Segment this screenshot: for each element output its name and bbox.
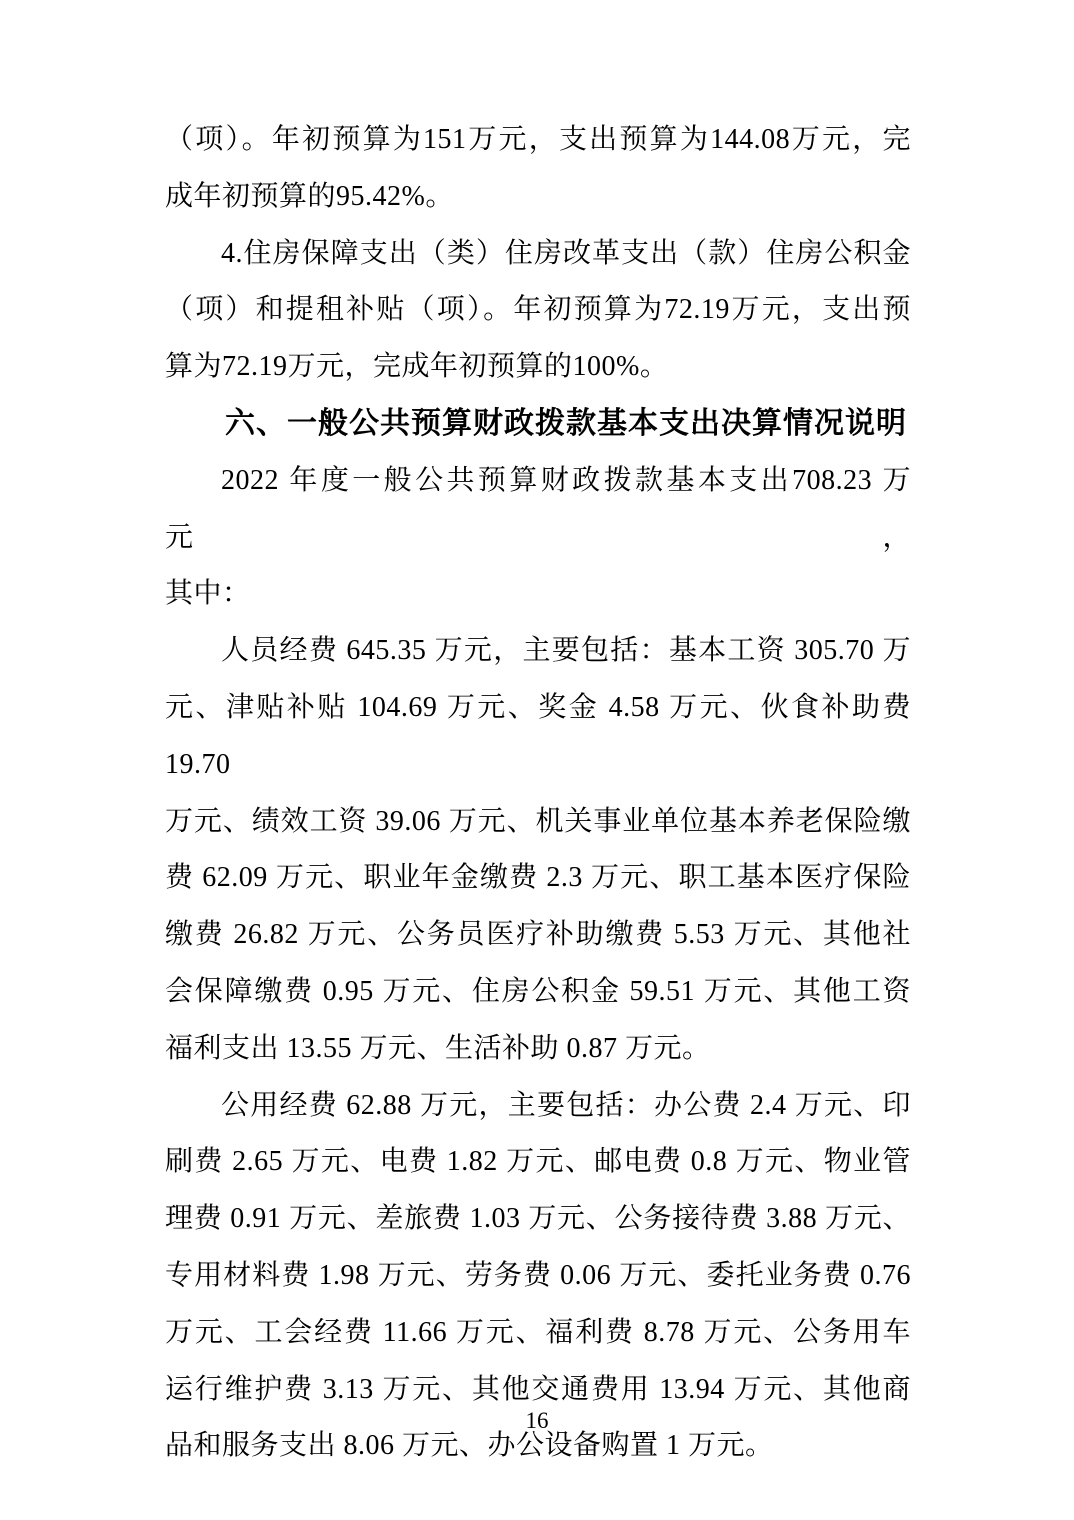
text-line: 万元、工会经费 11.66 万元、福利费 8.78 万元、公务用车 bbox=[165, 1316, 911, 1348]
text-line: （项）。年初预算为151万元，支出预算为144.08万元，完 bbox=[165, 124, 911, 155]
text-line: 运行维护费 3.13 万元、其他交通费用 13.94 万元、其他商 bbox=[165, 1373, 911, 1405]
text-line: 品和服务支出 8.06 万元、办公设备购置 1 万元。 bbox=[165, 1430, 774, 1462]
page-number: 16 bbox=[525, 1408, 549, 1433]
text-line: 缴费 26.82 万元、公务员医疗补助缴费 5.53 万元、其他社 bbox=[165, 919, 911, 951]
text-line: 刷费 2.65 万元、电费 1.82 万元、邮电费 0.8 万元、物业管 bbox=[165, 1146, 911, 1178]
text-line: （项）和提租补贴（项）。年初预算为72.19万元，支出预 bbox=[165, 294, 911, 326]
text-line: 会保障缴费 0.95 万元、住房公积金 59.51 万元、其他工资 bbox=[165, 975, 911, 1007]
text-line: 算为72.19万元，完成年初预算的100%。 bbox=[165, 351, 669, 383]
document-body bbox=[165, 112, 911, 1475]
text-line: 人员经费 645.35 万元，主要包括：基本工资 305.70 万 bbox=[221, 635, 911, 667]
text-line: 福利支出 13.55 万元、生活补助 0.87 万元。 bbox=[165, 1032, 711, 1064]
text-line: 专用材料费 1.98 万元、劳务费 0.06 万元、委托业务费 0.76 bbox=[165, 1259, 911, 1291]
section-heading: 六、一般公共预算财政拨款基本支出决算情况说明 bbox=[225, 406, 907, 440]
text-line: 公用经费 62.88 万元，主要包括：办公费 2.4 万元、印 bbox=[221, 1089, 911, 1121]
text-line: 费 62.09 万元、职业年金缴费 2.3 万元、职工基本医疗保险 bbox=[165, 862, 911, 894]
text-line: 其中： bbox=[165, 578, 251, 610]
text-line: 万元、绩效工资 39.06 万元、机关事业单位基本养老保险缴 bbox=[165, 805, 911, 837]
text-line: 理费 0.91 万元、差旅费 1.03 万元、公务接待费 3.88 万元、 bbox=[165, 1203, 911, 1235]
text-line: 元、津贴补贴 104.69 万元、奖金 4.58 万元、伙食补助费 19.70 bbox=[165, 691, 911, 780]
text-line: 成年初预算的95.42%。 bbox=[165, 180, 454, 212]
text-line: 4.住房保障支出（类）住房改革支出（款）住房公积金 bbox=[221, 237, 911, 269]
text-line: 2022 年度一般公共预算财政拨款基本支出708.23 万元， bbox=[165, 464, 911, 553]
